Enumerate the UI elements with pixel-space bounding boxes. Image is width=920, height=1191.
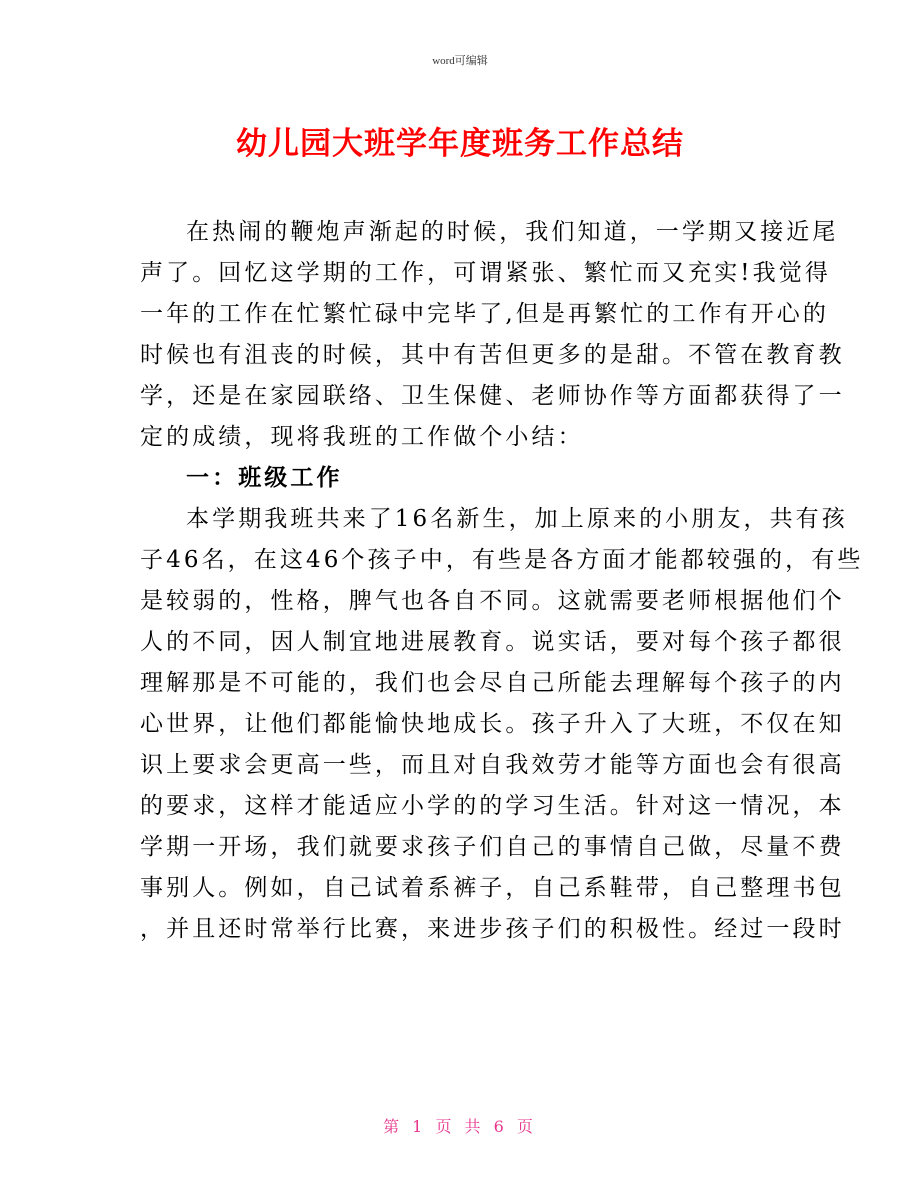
page-header: word可编辑 bbox=[432, 55, 488, 67]
page-number-footer: 第 1 页 共 6 页 bbox=[383, 1117, 537, 1136]
text-line: 是较弱的，性格，脾气也各自不同。这就需要老师根据他们个 bbox=[140, 588, 845, 614]
text-line: 理解那是不可能的，我们也会尽自己所能去理解每个孩子的内 bbox=[140, 670, 845, 696]
text-line: 本学期我班共来了16名新生，加上原来的小朋友，共有孩 bbox=[186, 506, 848, 532]
text-line: 学，还是在家园联络、卫生保健、老师协作等方面都获得了一 bbox=[140, 383, 845, 409]
text-line: 在热闹的鞭炮声渐起的时候，我们知道，一学期又接近尾 bbox=[186, 219, 839, 245]
document-title: 幼儿园大班学年度班务工作总结 bbox=[236, 126, 684, 162]
text-line: 子46名，在这46个孩子中，有些是各方面才能都较强的，有些 bbox=[140, 547, 864, 573]
text-line: 人的不同，因人制宜地进展教育。说实话，要对每个孩子都很 bbox=[140, 629, 845, 655]
section-heading: 一：班级工作 bbox=[186, 465, 343, 491]
text-line: 事别人。例如，自己试着系裤子，自己系鞋带，自己整理书包 bbox=[140, 875, 845, 901]
text-line: 心世界，让他们都能愉快地成长。孩子升入了大班，不仅在知 bbox=[140, 711, 845, 737]
text-line: 时候也有沮丧的时候，其中有苦但更多的是甜。不管在教育教 bbox=[140, 342, 845, 368]
text-line: 的要求，这样才能适应小学的的学习生活。针对这一情况，本 bbox=[140, 793, 845, 819]
text-line: 学期一开场，我们就要求孩子们自己的事情自己做，尽量不费 bbox=[140, 834, 845, 860]
text-line: 声了。回忆这学期的工作，可谓紧张、繁忙而又充实!我觉得 bbox=[140, 260, 831, 286]
text-line: 一年的工作在忙繁忙碌中完毕了,但是再繁忙的工作有开心的 bbox=[140, 301, 830, 327]
text-line: ，并且还时常举行比赛，来进步孩子们的积极性。经过一段时 bbox=[140, 916, 845, 942]
text-line: 识上要求会更高一些，而且对自我效劳才能等方面也会有很高 bbox=[140, 752, 845, 778]
text-line: 定的成绩，现将我班的工作做个小结： bbox=[140, 424, 584, 450]
document-body bbox=[140, 212, 864, 950]
